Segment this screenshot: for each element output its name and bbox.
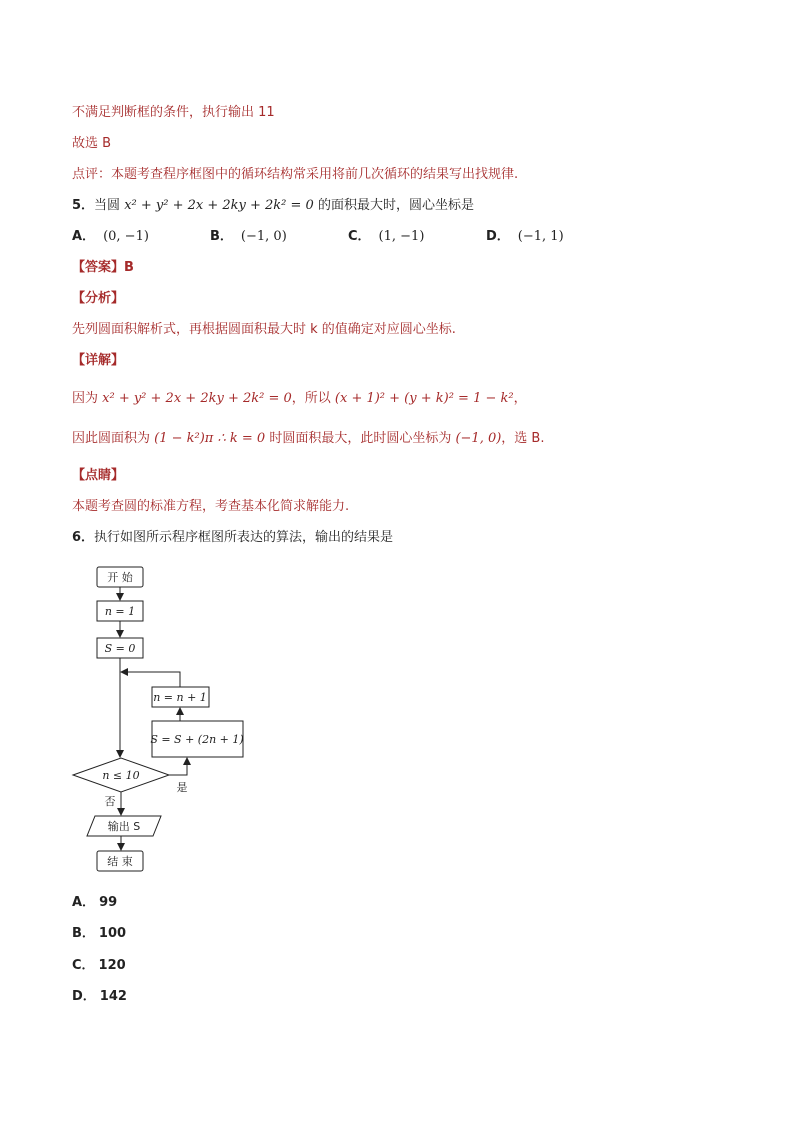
q5-stem-after: 的面积最大时，圆心坐标是 bbox=[313, 198, 474, 213]
q6-option-a-value: 99 bbox=[99, 895, 118, 910]
flow-condition-text: n ≤ 10 bbox=[102, 769, 140, 782]
q6-option-d-value: 142 bbox=[99, 989, 127, 1004]
q5-detail-l1-formula-2: (x + 1)² + (y + k)² = 1 − k² bbox=[334, 391, 514, 406]
prev-solution-comment: 点评：本题考查程序框图中的循环结构常采用将前几次循环的结果写出找规律. bbox=[72, 167, 519, 182]
q5-option-c-letter: C． bbox=[348, 229, 371, 244]
q5-number: 5． bbox=[72, 198, 95, 213]
q5-stem-before: 当圆 bbox=[94, 198, 125, 213]
q6-option-d bbox=[72, 988, 127, 1006]
q5-detail-line-1 bbox=[72, 390, 527, 408]
q5-comment-label: 【点睛】 bbox=[72, 468, 125, 483]
q6-option-b bbox=[72, 925, 126, 943]
flow-output-box bbox=[87, 816, 161, 836]
q5-detail-l1-formula-1: x² + y² + 2x + 2ky + 2k² = 0 bbox=[102, 391, 292, 406]
q5-option-a-value: (0, −1) bbox=[103, 229, 149, 244]
flow-end-box bbox=[97, 851, 143, 871]
q6-option-a bbox=[72, 894, 117, 912]
q5-analysis-label: 【分析】 bbox=[72, 291, 125, 306]
flow-output-text: 输出 S bbox=[107, 820, 141, 833]
flow-update-n-text: n = n + 1 bbox=[153, 691, 207, 704]
q5-detail-l2-a: 因此圆面积为 bbox=[72, 431, 155, 446]
flow-init-s-text: S = 0 bbox=[104, 642, 136, 655]
q6-stem-text: 执行如图所示程序框图所表达的算法，输出的结果是 bbox=[94, 530, 394, 545]
flow-update-s-text: S = S + (2n + 1) bbox=[150, 733, 244, 746]
flow-update-n-box bbox=[152, 687, 209, 707]
q5-detail-l1-a: 因为 bbox=[72, 391, 103, 406]
q5-option-a bbox=[72, 228, 149, 246]
q5-analysis-text: 先列圆面积解析式，再根据圆面积最大时 k 的值确定对应圆心坐标. bbox=[72, 322, 456, 337]
q5-option-b bbox=[210, 228, 287, 246]
q6-option-c-value: 120 bbox=[98, 958, 126, 973]
q6-option-d-letter: D． bbox=[72, 989, 96, 1004]
q5-option-b-letter: B． bbox=[210, 229, 233, 244]
flow-no-label: 否 bbox=[104, 795, 116, 808]
q5-stem-formula: x² + y² + 2x + 2ky + 2k² = 0 bbox=[124, 198, 314, 213]
q5-option-a-letter: A． bbox=[72, 229, 96, 244]
q5-option-b-value: (−1, 0) bbox=[240, 229, 287, 244]
q5-option-d bbox=[486, 228, 564, 246]
q6-number: 6． bbox=[72, 530, 95, 545]
flow-end-text: 结 束 bbox=[107, 855, 133, 868]
flow-start-box bbox=[97, 567, 143, 587]
flow-arrow-loop-back bbox=[121, 672, 180, 687]
q5-detail-l1-b: ，所以 bbox=[291, 391, 335, 406]
q5-detail-line-2 bbox=[72, 430, 544, 448]
q5-comment-text: 本题考查圆的标准方程，考查基本化简求解能力. bbox=[72, 499, 350, 514]
flow-init-n-box bbox=[97, 601, 143, 621]
q6-option-b-letter: B． bbox=[72, 926, 95, 941]
q5-answer: 【答案】B bbox=[72, 260, 134, 275]
flow-update-s-box bbox=[152, 721, 243, 757]
q6-option-c-letter: C． bbox=[72, 958, 95, 973]
flow-init-s-box bbox=[97, 638, 143, 658]
flow-yes-label: 是 bbox=[176, 781, 188, 794]
q6-option-b-value: 100 bbox=[98, 926, 127, 941]
flow-start-text: 开 始 bbox=[107, 571, 133, 584]
prev-solution-line-1: 不满足判断框的条件，执行输出 11 bbox=[72, 105, 275, 120]
flow-condition-diamond bbox=[73, 758, 169, 792]
prev-solution-line-2: 故选 B bbox=[72, 136, 112, 151]
q6-option-c bbox=[72, 957, 126, 975]
q5-option-c bbox=[348, 228, 424, 246]
q6-stem bbox=[72, 529, 393, 547]
q5-detail-l2-formula-1: (1 − k²)π ∴ k = 0 bbox=[154, 431, 266, 446]
q5-detail-l2-formula-2: (−1, 0) bbox=[455, 431, 502, 446]
q5-detail-l2-c: ，选 B. bbox=[501, 431, 545, 446]
q5-detail-l2-b: 时圆面积最大，此时圆心坐标为 bbox=[265, 431, 456, 446]
q5-option-c-value: (1, −1) bbox=[378, 229, 425, 244]
q6-option-a-letter: A． bbox=[72, 895, 96, 910]
q5-detail-l1-c: ， bbox=[513, 391, 527, 406]
q5-detail-label: 【详解】 bbox=[72, 353, 125, 368]
q5-option-d-letter: D． bbox=[486, 229, 510, 244]
flow-init-n-text: n = 1 bbox=[104, 605, 136, 618]
q5-stem bbox=[72, 197, 474, 215]
flow-arrow-yes bbox=[169, 758, 187, 775]
q5-option-d-value: (−1, 1) bbox=[517, 229, 564, 244]
